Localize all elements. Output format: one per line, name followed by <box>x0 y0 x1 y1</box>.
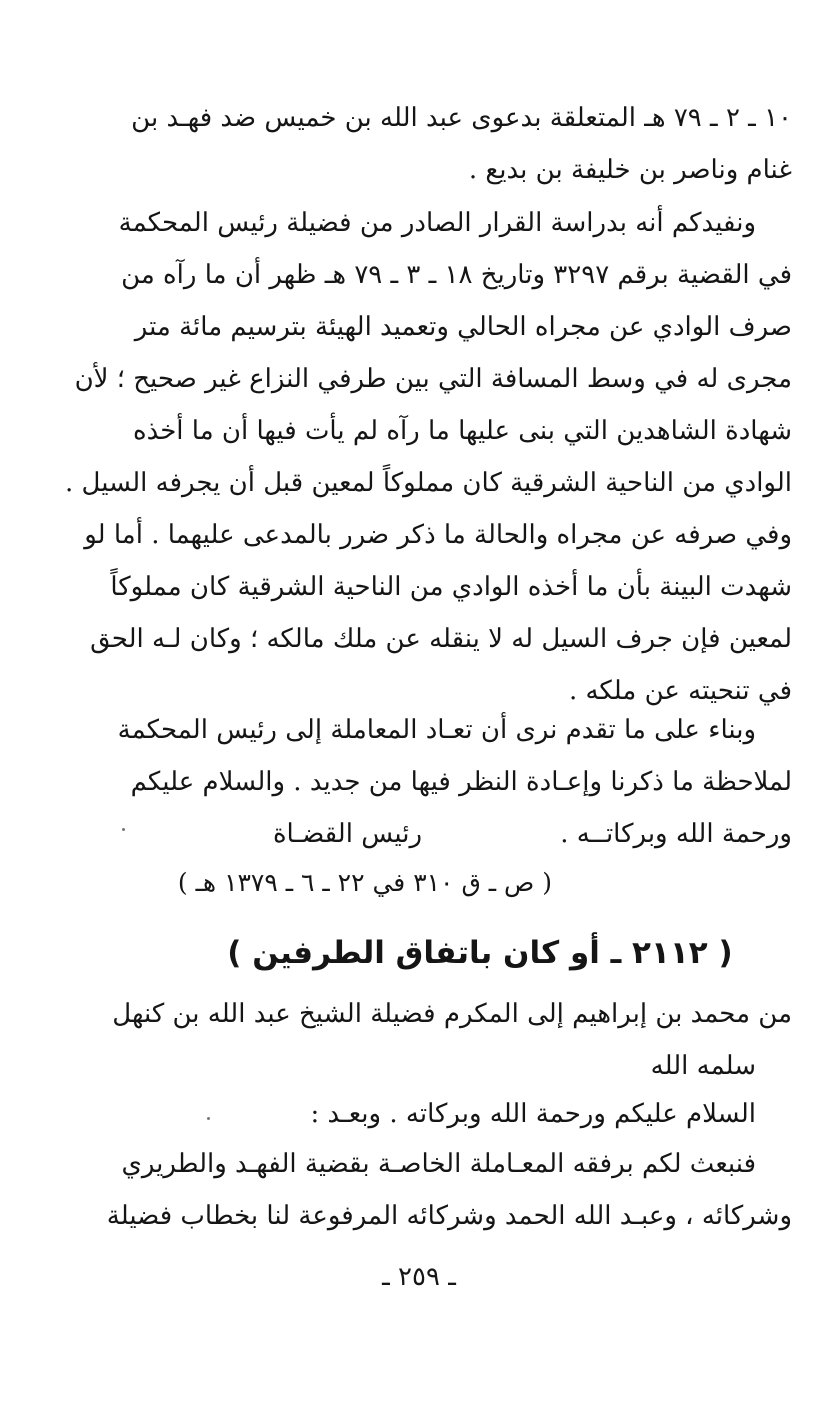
document-reference: ( ص ـ ق ٣١٠ في ٢٢ ـ ٦ ـ ١٣٧٩ هـ ) <box>177 868 552 897</box>
text-line: غنام وناصر بن خليفة بن بديع . <box>468 155 792 185</box>
text-line: صرف الوادي عن مجراه الحالي وتعميد الهيئة بترسيم مائة متر <box>134 312 792 342</box>
text-line: لمعين فإن جرف السيل له لا ينقله عن ملك مالكه ؛ وكان لـه الحق <box>90 624 792 654</box>
text-line: ١٠ ـ ٢ ـ ٧٩ هـ المتعلقة بدعوى عبد الله بن خميس ضد فهـد بن <box>131 103 792 133</box>
text-line: سلمه الله <box>650 1051 756 1081</box>
text-line: في القضية برقم ٣٢٩٧ وتاريخ ١٨ ـ ٣ ـ ٧٩ هـ ظهر أن ما رآه من <box>121 260 792 290</box>
text-line: شهادة الشاهدين التي بنى عليها ما رآه لم يأت فيها أن ما أخذه <box>132 416 792 446</box>
paragraph-ruling-review <box>64 197 792 717</box>
text-line: في تنحيته عن ملكه . <box>568 676 792 706</box>
text-line: وبناء على ما تقدم نرى أن تعـاد المعاملة إلى رئيس المحكمة <box>117 715 756 745</box>
letter-greeting <box>168 1088 792 1140</box>
text-line: الوادي من الناحية الشرقية كان مملوكاً لمعين قبل أن يجرفه السيل . <box>64 468 792 498</box>
page-number: ـ ٢٥٩ ـ <box>382 1262 456 1292</box>
signer-title: رئيس القضـاة <box>272 819 422 849</box>
text-line: من محمد بن إبراهيم إلى المكرم فضيلة الشيخ عبد الله بن كنهل <box>112 999 792 1029</box>
paragraph-conclusion <box>117 704 792 808</box>
text-line: وفي صرفه عن مجراه والحالة ما ذكر ضرر بالمدعى عليهما . أما لو <box>84 520 792 550</box>
scan-speck <box>122 828 125 831</box>
text-line: ونفيدكم أنه بدراسة القرار الصادر من فضيلة رئيس المحكمة <box>118 208 756 238</box>
paragraph-case-reference <box>131 92 792 196</box>
letter-body <box>106 1138 792 1242</box>
text-line: وشركائه ، وعبـد الله الحمد وشركائه المرفوعة لنا بخطاب فضيلة <box>106 1201 792 1231</box>
text-line: لملاحظة ما ذكرنا وإعـادة النظر فيها من جديد . والسلام عليكم <box>130 767 792 797</box>
text-line: شهدت البينة بأن ما أخذه الوادي من الناحية الشرقية كان مملوكاً <box>110 572 792 602</box>
closing-greeting: ورحمة الله وبركاتــه . <box>560 819 792 849</box>
section-heading: ( ٢١١٢ ـ أو كان باتفاق الطرفين ) <box>227 935 733 971</box>
text-line: السلام عليكم ورحمة الله وبركاته . وبعـد : <box>310 1099 756 1129</box>
scan-speck <box>207 1117 210 1120</box>
text-line: فنبعث لكم برفقه المعـاملة الخاصـة بقضية الفهـد والطريري <box>121 1149 756 1179</box>
signature-line <box>168 808 792 860</box>
letter-from <box>112 988 792 1092</box>
text-line: مجرى له في وسط المسافة التي بين طرفي النزاع غير صحيح ؛ لأن <box>74 364 792 394</box>
